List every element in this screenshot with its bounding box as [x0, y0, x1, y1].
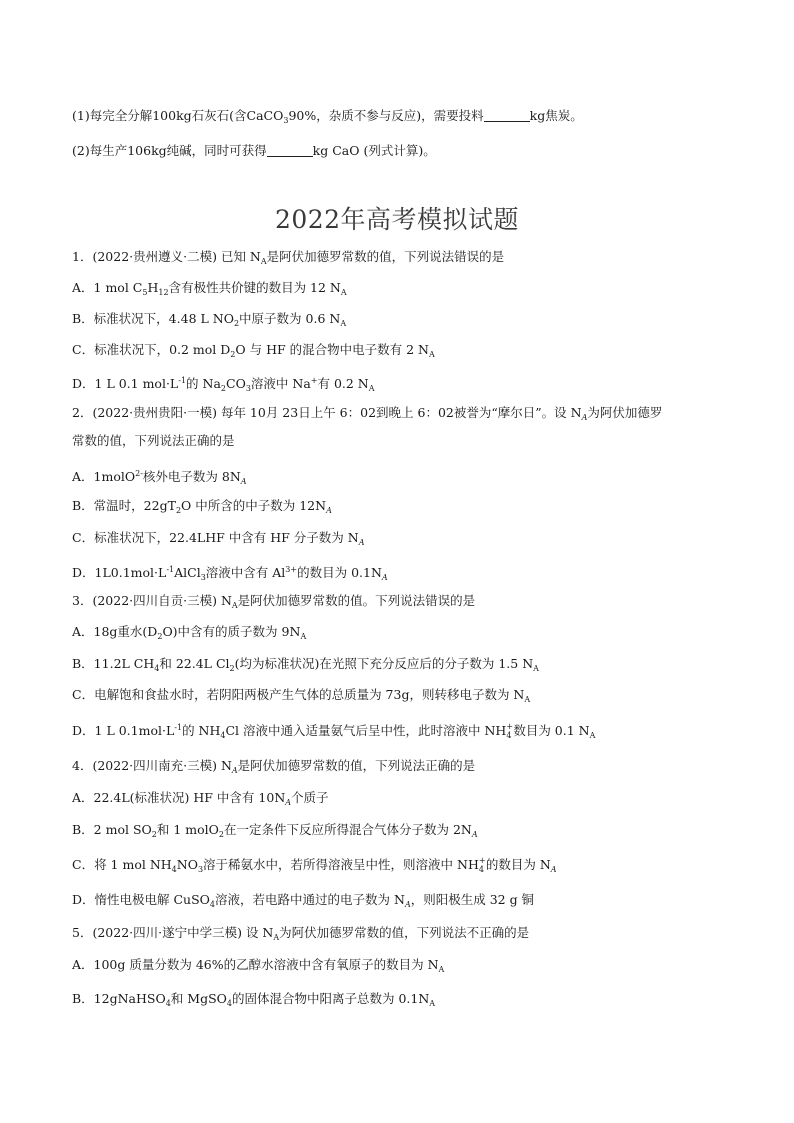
question-4-stem: 4．(2022·四川南充·三模) $N_A$是阿伏加德罗常数的值，下列说法正确的是: [72, 758, 476, 775]
ammonium-charge-script: + 4: [478, 856, 486, 874]
question-2-option-a[interactable]: A．1molO$^{2-}$核外电子数为 $8N_A$: [72, 469, 247, 486]
question-5-stem: 5．(2022·四川·遂宁中学三模) 设 $N_A$为阿伏加德罗常数的值，下列说法不正确的是: [72, 925, 530, 942]
question-2-stem-line1: 2．(2022·贵州贵阳·一模) 每年 10月 23日上午 6：02到晚上 6：02被誉为“摩尔日”。设 $N_A$为阿伏加德罗: [72, 405, 663, 422]
question-2-stem-line2: 常数的值，下列说法正确的是: [72, 433, 235, 448]
question-3-option-a[interactable]: A．18g重水$(D_2O)$中含有的质子数为 $9N_A$: [72, 624, 307, 641]
question-3-option-c[interactable]: C．电解饱和食盐水时，若阴阳两极产生气体的总质量为 73g，则转移电子数为 $N_A$: [72, 687, 531, 704]
question-1-option-a[interactable]: A．1 mol $C_5H_{12}$含有极性共价键的数目为 12 $N_A$: [72, 280, 347, 297]
question-2-option-b[interactable]: B．常温时，$22gT_2O$ 中所含的中子数为 $12N_A$: [72, 498, 332, 515]
question-1-option-c[interactable]: C．标准状况下，0.2 mol $D_2O$ 与 HF 的混合物中电子数有 2 $N_A$: [72, 342, 435, 359]
question-4-option-d[interactable]: D．惰性电极电解 CuSO$_4$溶液，若电路中通过的电子数为 $N_A$，则阳极生成 32 g 铜: [72, 892, 535, 909]
question-4-option-b[interactable]: B．2 mol $SO_2$和 1 molO$_2$在一定条件下反应所得混合气体分子数为 $2N_A$: [72, 822, 478, 839]
question-2-option-d[interactable]: D．$1L0.1mol\cdot L^{-1}AlCl_3$溶液中含有 $Al^{3+}$的数目为 $0.1N_A$: [72, 565, 388, 582]
question-5-option-b[interactable]: B．12gNaHSO$_4$和 MgSO$_4$的固体混合物中阳离子总数为 $0.1N_A$: [72, 991, 436, 1008]
partial-question-2: (2)每生产106kg纯碱，同时可获得 kg CaO (列式计算)。: [72, 143, 436, 158]
answer-blank[interactable]: [267, 142, 313, 157]
question-3-stem: 3．(2022·四川自贡·三模) $N_A$是阿伏加德罗常数的值。下列说法错误的是: [72, 593, 476, 610]
question-5-option-a[interactable]: A．100g 质量分数为 46%的乙醇水溶液中含有氧原子的数目为 $N_A$: [72, 957, 445, 974]
question-4-option-c[interactable]: C．将 1 mol $NH_4NO_3$溶于稀氨水中，若所得溶液呈中性，则溶液中 NH + 4 的数目为 $N_A$: [72, 856, 557, 874]
ammonium-charge-script: + 4: [506, 722, 514, 740]
question-3-option-b[interactable]: B．11.2L $CH_4$和 22.4L $Cl_2$(均为标准状况)在光照下充分反应后的分子数为 1.5 $N_A$: [72, 656, 539, 673]
question-1-stem: 1．(2022·贵州遵义·二模) 已知 $N_A$是阿伏加德罗常数的值，下列说法错误的是: [72, 249, 505, 266]
partial-question-1: (1)每完全分解100kg石灰石(含CaCO$_3$90%，杂质不参与反应)，需要投料 kg焦炭。: [72, 108, 583, 125]
question-2-option-c[interactable]: C．标准状况下，22.4LHF 中含有 HF 分子数为 $N_A$: [72, 530, 365, 547]
question-1-option-d[interactable]: D．1 L 0.1 $mol\cdot L^{-1}$的 $Na_2CO_3$溶液中 Na+有 0.2 $N_A$: [72, 376, 375, 393]
answer-blank[interactable]: [484, 107, 530, 122]
question-1-option-b[interactable]: B．标准状况下，4.48 L $NO_2$中原子数为 0.6 $N_A$: [72, 311, 347, 328]
section-title: 2022年高考模拟试题: [274, 205, 520, 234]
question-4-option-a[interactable]: A．22.4L(标准状况) HF 中含有 $10N_A$个质子: [72, 790, 329, 807]
question-3-option-d[interactable]: D．1 L $0.1mol\cdot L^{-1}$的 $NH_4Cl$ 溶液中通入适量氨气后呈中性，此时溶液中 NH + 4 数目为 0.1 $N_A$: [72, 722, 596, 740]
